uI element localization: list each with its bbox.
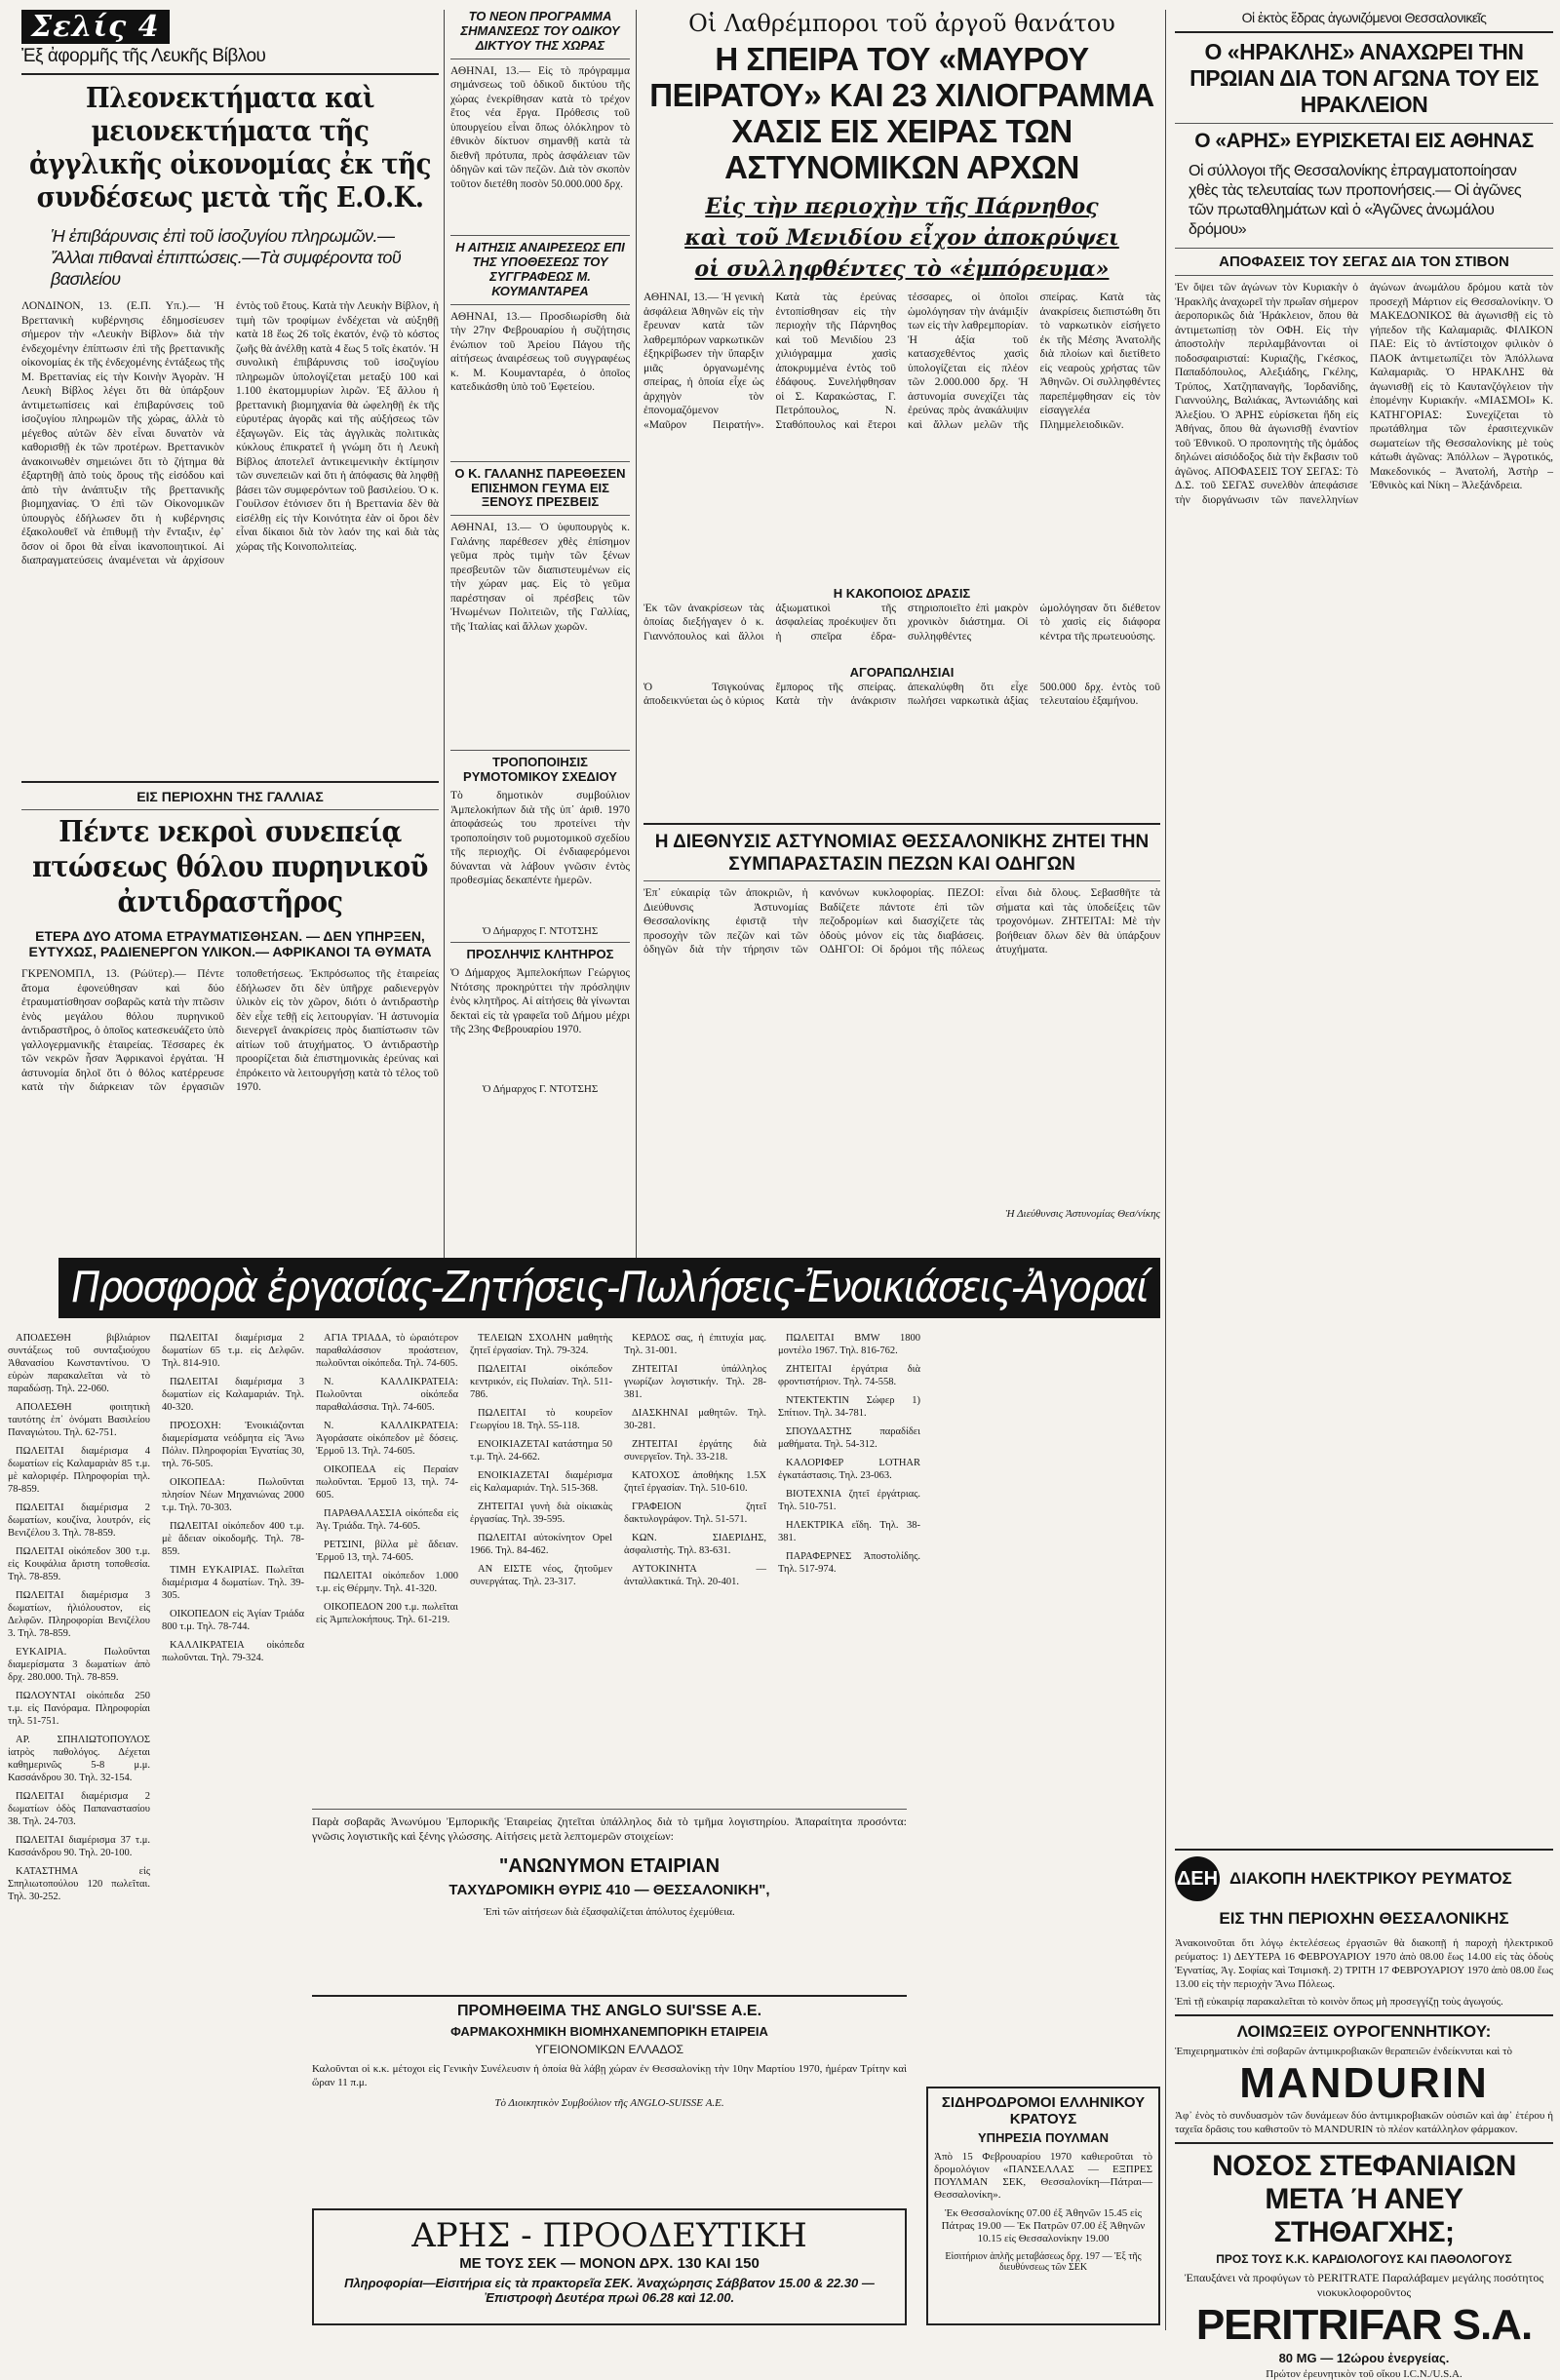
right-column-ads <box>1175 1843 1553 2380</box>
classified-ad: ΠΩΛΕΙΤΑΙ BMW 1800 μοντέλο 1967. Τηλ. 816-762. <box>778 1333 920 1356</box>
classified-ad: ΑΠΟΛΕΣΘΗ φοιτητικὴ ταυτότης ἐπ᾽ ὀνόματι Βασιλείου Παναγιώτου. Τηλ. 62-751. <box>8 1402 150 1438</box>
classified-ad: ΠΩΛΕΙΤΑΙ διαμέρισμα 3 δωματίων, ἡλιόλουστον, εἰς Δελφῶν. Πληροφορίαι Βενιζέλου 3. Τηλ. 78-859. <box>8 1590 150 1639</box>
classified-ad: ΡΕΤΣΙΝΙ, βίλλα μὲ ἄδειαν. Ἑρμοῦ 13, τηλ. 74-605. <box>316 1540 458 1563</box>
classified-column <box>778 1332 920 1581</box>
column-rule <box>444 10 445 1258</box>
classified-ad: ΠΩΛΕΙΤΑΙ οἰκόπεδον κεντρικόν, εἰς Πυλαίαν. Τηλ. 511-786. <box>470 1364 612 1400</box>
article-headline: Η ΣΠΕΙΡΑ ΤΟΥ «ΜΑΥΡΟΥ ΠΕΙΡΑΤΟΥ» ΚΑΙ 23 ΧΙΛΙΟΓΡΑΜΜΑ ΧΑΣΙΣ ΕΙΣ ΧΕΙΡΑΣ ΤΩΝ ΑΣΤΥΝΟΜΙΚΩΝ ΑΡΧΩΝ <box>649 41 1154 185</box>
page-label: Σελίς 4 <box>21 10 170 44</box>
ad-signature: Τὸ Διοικητικὸν Συμβούλιον τῆς ANGLO-SUISSE Α.Ε. <box>494 2097 724 2109</box>
classified-ad: ΑΝ ΕΙΣΤΕ νέος, ζητοῦμεν συνεργάτας. Τηλ. 23-317. <box>470 1564 612 1587</box>
divider <box>644 823 1160 825</box>
ad-title: ΑΡΗΣ - ΠΡΟΟΔΕΥΤΙΚΗ <box>411 2216 807 2255</box>
brief-headline: Η ΑΙΤΗΣΙΣ ΑΝΑΙΡΕΣΕΩΣ ΕΠΙ ΤΗΣ ΥΠΟΘΕΣΕΩΣ ΤΟΥ ΣΥΓΓΡΑΦΕΩΣ Μ. ΚΟΥΜΑΝΤΑΡΕΑ <box>455 239 625 298</box>
display-ad-railways <box>926 2087 1160 2325</box>
column-briefs <box>450 10 630 1253</box>
classified-ad: ΠΩΛΕΙΤΑΙ διαμέρισμα 4 δωματίων εἰς Καλαμαριὰν 85 τ.μ. μὲ καλοριφέρ. Πληροφορίαι τηλ. 78-859. <box>8 1446 150 1495</box>
classified-ad: ΕΥΚΑΙΡΙΑ. Πωλοῦνται διαμερίσματα 3 δωματίων ἀπὸ δρχ. 280.000. Τηλ. 78-859. <box>8 1647 150 1683</box>
ad-footnote: Ἐπὶ τῶν αἰτήσεων διὰ ἐξασφαλίζεται ἀπόλυτος ἐχεμύθεια. <box>484 1906 735 1918</box>
ad-body: Καλοῦνται οἱ κ.κ. μέτοχοι εἰς Γενικὴν Συνέλευσιν ἡ ὁποία θὰ λάβῃ χώραν ἐν Θεσσαλονίκῃ τὴν 10ην Μαρτίου 1970, ἡμέραν Τρίτην καὶ ὥραν 11 π.μ. <box>312 2063 907 2088</box>
classified-column <box>316 1332 458 1632</box>
classified-ad: ΚΕΡΔΟΣ σας, ἡ ἐπιτυχία μας. Τηλ. 31-001. <box>624 1333 766 1356</box>
article-body: ΑΘΗΝΑΙ, 13.— Ἡ γενικὴ ἀσφάλεια Ἀθηνῶν εἰς τὴν ἔρευναν κατὰ τῶν λαθρεμπόρων ναρκωτικῶν ἐξηκρίβωσεν τὴν ὕπαρξιν μιᾶς ὀργανωμένης σπείρας, ἡ ὁποία εἶχε ὡς ἀρχηγὸν τὸν ἐπονομαζόμενον «Μαῦρον Πειρατήν». Κατὰ τὰς ἐρεύνας ἐντοπίσθησαν εἰς τὴν περιοχὴν τῆς Πάρνηθος καὶ τοῦ Μενιδίου 23 χιλιόγραμμα χασὶς ἀποκρυμμένα ἐντὸς τοῦ ἐδάφους. Συνελήφθησαν οἱ Σ. Καρακώστας, Γ. Πετρόπουλος, Ν. Σταθόπουλος καὶ ἕτεροι τέσσαρες, οἱ ὁποῖοι ὡμολόγησαν τὴν ἀνάμιξίν των εἰς τὴν λαθρεμπορίαν. Ἡ ἀξία τοῦ κατασχεθέντος χασὶς ὑπολογίζεται εἰς πλέον τῶν 2.000.000 δρχ. Ἡ ἀστυνομία συνεχίζει τὰς ἐρεύνας πρὸς ἀνακάλυψιν καὶ ἄλλων μελῶν τῆς σπείρας. Κατὰ τὰς ἀνακρίσεις διεπιστώθη ὅτι τὸ ναρκωτικὸν εἰσήγετο ἐκ τῆς Μέσης Ἀνατολῆς διὰ πλοίων καὶ διετίθετο εἰς νεαροὺς χρήστας τῶν Ἀθηνῶν. Οἱ συλληφθέντες παρεπέμφθησαν εἰς τὸν εἰσαγγελέα Πλημμελειοδικῶν. <box>644 292 1160 431</box>
ad-subtitle: 80 MG — 12ώρου ἐνεργείας. <box>1278 2350 1450 2365</box>
article-kicker: Οἱ ἐκτὸς ἕδρας ἀγωνιζόμενοι Θεσσαλονικεῖς <box>1241 10 1487 25</box>
classified-ad: ΖΗΤΕΙΤΑΙ γυνὴ διὰ οἰκιακὰς ἐργασίας. Τηλ. 39-595. <box>470 1502 612 1525</box>
ad-footnote: Πρώτον ἐρευνητικὸν τοῦ οἴκου I.C.N./U.S.A. <box>1266 2367 1462 2380</box>
classified-ad: ΟΙΚΟΠΕΔΟΝ 200 τ.μ. πωλεῖται εἰς Ἀμπελοκήπους. Τηλ. 61-219. <box>316 1602 458 1625</box>
classified-ad: ΠΩΛΕΙΤΑΙ οἰκόπεδον 300 τ.μ. εἰς Κουφάλια ἄριστη τοποθεσία. Τηλ. 78-859. <box>8 1546 150 1582</box>
article-headline: Ο «ΑΡΗΣ» ΕΥΡΙΣΚΕΤΑΙ ΕΙΣ ΑΘΗΝΑΣ <box>1194 130 1534 152</box>
divider <box>1175 31 1553 33</box>
article-body: Ὁ Τσιγκούνας ἀποδεικνύεται ὡς ὁ κύριος ἔμπορος τῆς σπείρας. Κατὰ τὴν ἀνάκρισιν ἀπεκαλύφθη ὅτι εἶχε πωλήσει ναρκωτικὰ ἀξίας 500.000 δρχ. ἐντὸς τοῦ τελευταίου ἑξαμήνου. <box>644 681 1160 708</box>
ad-footnote: Ἐπὶ τῇ εὐκαιρίᾳ παρακαλεῖται τὸ κοινὸν ὅπως μὴ προσεγγίζῃ τοὺς ἀγωγούς. <box>1175 1995 1503 2008</box>
divider <box>450 515 630 516</box>
police-notice <box>644 817 1160 1246</box>
divider <box>1175 2014 1553 2016</box>
brief-signature: Ὁ Δήμαρχος Γ. ΝΤΟΤΣΗΣ <box>482 1083 599 1096</box>
article-body: ΛΟΝΔΙΝΟΝ, 13. (Ε.Π. Υπ.).— Ἡ Βρεττανικὴ κυβέρνησις ἐδημοσίευσεν σήμερον τὴν «Λευκὴν Βίβλον» διὰ τὴν ἐνδεχομένην ἐπίπτωσιν ἐπὶ τῆς βρεττανικῆς οἰκονομίας ἐκ τῆς ἐνδεχομένης ἐντάξεως τῆς Μ. Βρεττανίας εἰς τὴν Κοινὴν Ἀγορὰν. Ἡ Λευκὴ Βίβλος λέγει ὅτι θὰ ὑπάρξουν ἀντιμετωπίσεις καὶ ἐπιβαρύνσεις τοῦ ἰσοζυγίου πληρωμῶν τῆς χώρας, ἀλλὰ τὸ μέγεθος αὐτῶν δὲν εἶναι δυνατὸν νὰ καθορισθῇ ἐκ τῶν προτέρων. Βρεττανικὸν ἀνακοινωθὲν σημειώνει ὅτι τὸ ζήτημα θὰ ἐξαρτηθῇ ἀπὸ τοὺς ὅρους τῆς εἰσόδου καὶ ἀπὸ τὴν ἀνάπτυξιν τῆς βρεττανικῆς βιομηχανίας. Ὁ ἐπὶ τῶν Οἰκονομικῶν ὑπουργὸς ἐδήλωσεν ὅτι ἡ κυβέρνησις ἐξακολουθεῖ νὰ ἐπιθυμῇ τὴν ἔνταξιν, ἐφ᾽ ὅσον οἱ ὅροι θὰ εἶναι ἱκανοποιητικοί. Αἱ διαπραγματεύσεις ἀναμένεται νὰ ἀρχίσουν ἐντὸς τοῦ ἔτους. Κατὰ τὴν Λευκὴν Βίβλον, ἡ τιμὴ τῶν τροφίμων ἐνδέχεται νὰ αὐξηθῇ κατὰ 18 ἕως 26 τοῖς ἑκατόν, ἐνῷ τὸ κόστος ζωῆς θὰ ἀνέλθῃ κατὰ 4 ἕως 5 τοῖς ἑκατόν. Ἡ συνολικὴ ἐπιβάρυνσις τοῦ ἰσοζυγίου πληρωμῶν ὑπολογίζεται μεταξὺ 100 καὶ 1.100 ἑκατομμυρίων λιρῶν. Ἐξ ἄλλου ἡ βρεττανικὴ βιομηχανία θὰ ὠφεληθῇ ἐκ τῆς εὐρυτέρας ἀγορᾶς καὶ τῆς αὐξήσεως τῶν ἐξαγωγῶν. Εἰς τὰς ἀγγλικὰς πολιτικὰς κύκλους ἐπικρατεῖ ἡ γνώμη ὅτι ἡ Λευκὴ Βίβλος ἀποτελεῖ ἀντικειμενικὴν ἐκτίμησιν τῶν συνεπειῶν καὶ ὅτι ἡ ἀπόφασις θὰ ληφθῇ βάσει τῶν συμφερόντων τοῦ βασιλείου. Ὁ κ. Γουίλσον ἐτόνισεν ὅτι ἡ Βρεττανία δὲν θὰ εἰσέλθῃ εἰς τὴν Κοινότητα ἐὰν οἱ ὅροι δὲν εἶναι δίκαιοι διὰ τὸν λαόν της καὶ διὰ τὰς χώρας τῆς Κοινοπολιτείας. <box>21 300 439 566</box>
classified-ad: ΟΙΚΟΠΕΔΑ εἰς Περαίαν πωλοῦνται. Ἑρμοῦ 13, τηλ. 74-605. <box>316 1464 458 1501</box>
display-ad-company <box>312 1804 907 1918</box>
column-rule <box>636 10 637 1258</box>
column-sports <box>1175 10 1553 1838</box>
lightning-icon: ΔΕΗ <box>1175 1856 1220 1901</box>
ad-footnote: Εἰσιτήριον ἁπλῆς μεταβάσεως δρχ. 197 — Ἐξ τῆς διευθύνσεως τῶν ΣΕΚ <box>945 2251 1142 2273</box>
divider <box>450 942 630 943</box>
column-economy <box>21 10 439 1253</box>
divider <box>450 235 630 236</box>
classified-ad: ΖΗΤΕΙΤΑΙ ὑπάλληλος γνωρίζων λογιστικήν. Τηλ. 28-381. <box>624 1364 766 1400</box>
brief-body: Ὁ Δήμαρχος Ἀμπελοκήπων Γεώργιος Ντότσης προκηρύττει τὴν πρόσληψιν ἑνὸς κλητῆρος. Αἱ αἰτήσεις θὰ γίνωνται δεκταὶ εἰς τὰ γραφεῖα τοῦ Δήμου μέχρι τῆς 23ης Φεβρουαρίου 1970. <box>450 967 630 1036</box>
classified-ad: ΚΑΛΛΙΚΡΑΤΕΙΑ οἰκόπεδα πωλοῦνται. Τηλ. 79-324. <box>162 1640 304 1663</box>
ad-body: Παρὰ σοβαρᾶς Ἀνωνύμου Ἐμπορικῆς Ἑταιρείας ζητεῖται ὑπάλληλος διὰ τὸ τμῆμα λογιστηρίου. Ἀπαραίτητα προσόντα: γνῶσις λογιστικῆς καὶ ξένης γλώσσης. Αἰτήσεις μετὰ λεπτομερῶν στοιχείων: <box>312 1814 907 1843</box>
ad-body: Ἀπὸ 15 Φεβρουαρίου 1970 καθιεροῦται τὸ δρομολόγιον «ΠΑΝΣΕΛΛΑΣ — ΕΞΠΡΕΣ ΠΟΥΛΜΑΝ ΣΕΚ, Θεσσαλονίκη—Πάτραι—Θεσσαλονίκη». <box>934 2151 1152 2201</box>
article-subhead: ΕΤΕΡΑ ΔΥΟ ΑΤΟΜΑ ΕΤΡΑΥΜΑΤΙΣΘΗΣΑΝ. — ΔΕΝ ΥΠΗΡΞΕΝ, ΕΥΤΥΧΩΣ, ΡΑΔΙΕΝΕΡΓΟΝ ΥΛΙΚΟΝ.— ΑΦΡΙΚΑΝΟΙ ΤΑ ΘΥΜΑΤΑ <box>28 928 432 960</box>
ad-title: ΣΙΔΗΡΟΔΡΟΜΟΙ ΕΛΛΗΝΙΚΟΥ ΚΡΑΤΟΥΣ <box>941 2094 1146 2127</box>
classified-column <box>8 1332 150 1909</box>
ad-title: ΔΙΑΚΟΠΗ ΗΛΕΚΤΡΙΚΟΥ ΡΕΥΜΑΤΟΣ <box>1229 1869 1512 1888</box>
classified-ad: ΠΩΛΕΙΤΑΙ διαμέρισμα 37 τ.μ. Κασσάνδρου 90. Τηλ. 20-100. <box>8 1835 150 1858</box>
article-body: Ἐκ τῶν ἀνακρίσεων τὰς ὁποίας διεξήγαγεν ὁ κ. Γιαννόπουλος καὶ ἄλλοι ἀξιωματικοὶ τῆς ἀσφαλείας προέκυψεν ὅτι ἡ σπεῖρα ἐδραστηριοποιεῖτο ἐπὶ μακρὸν χρονικὸν διάστημα. Οἱ συλληφθέντες ὡμολόγησαν ὅτι διέθετον τὸ χασὶς εἰς διάφορα κέντρα τῆς πρωτευούσης. <box>644 602 1160 643</box>
divider <box>450 304 630 305</box>
divider <box>21 73 439 75</box>
article-subhead: Ἡ ἐπιβάρυνσις ἐπὶ τοῦ ἰσοζυγίου πληρωμῶν.— Ἄλλαι πιθαναὶ ἐπιπτώσεις.—Τὰ συμφέροντα τοῦ βασιλείου <box>51 226 402 289</box>
ad-title: ΠΡΟΜΗΘΕΙΜΑ ΤΗΣ ANGLO SUI'SSE Α.Ε. <box>456 2003 762 2019</box>
brief-headline: ΤΡΟΠΟΠΟΙΗΣΙΣ ΡΥΜΟΤΟΜΙΚΟΥ ΣΧΕΔΙΟΥ <box>463 755 617 785</box>
divider <box>1175 2142 1553 2144</box>
ad-body: Πληροφορίαι—Εἰσιτήρια εἰς τὰ πρακτορεῖα ΣΕΚ. Ἀναχώρησις Σάββατον 15.00 & 22.30 — Ἐπιστροφὴ Δευτέρα πρωὶ 06.28 καὶ 12.00. <box>344 2276 875 2305</box>
classified-ad: ΠΩΛΕΙΤΑΙ τὸ κουρεῖον Γεωργίου 18. Τηλ. 55-118. <box>470 1408 612 1431</box>
notice-headline: Η ΔΙΕΘΝΥΣΙΣ ΑΣΤΥΝΟΜΙΑΣ ΘΕΣΣΑΛΟΝΙΚΗΣ ΖΗΤΕΙ ΤΗΝ ΣΥΜΠΑΡΑΣΤΑΣΙΝ ΠΕΖΩΝ ΚΑΙ ΟΔΗΓΩΝ <box>654 832 1150 875</box>
article-kicker: Οἱ Λαθρέμποροι τοῦ ἀργοῦ θανάτου <box>688 10 1115 37</box>
classified-ad: ΑΥΤΟΚΙΝΗΤΑ — ἀνταλλακτικά. Τηλ. 20-401. <box>624 1564 766 1587</box>
brief-headline: ΤΟ ΝΕΟΝ ΠΡΟΓΡΑΜΜΑ ΣΗΜΑΝΣΕΩΣ ΤΟΥ ΟΔΙΚΟΥ ΔΙΚΤΥΟΥ ΤΗΣ ΧΩΡΑΣ <box>460 9 620 53</box>
brief-signature: Ὁ Δήμαρχος Γ. ΝΤΟΤΣΗΣ <box>482 925 599 938</box>
classified-ad: ΖΗΤΕΙΤΑΙ ἐργάτρια διὰ φροντιστήριον. Τηλ. 74-558. <box>778 1364 920 1387</box>
article-headline: Πέντε νεκροὶ συνεπείᾳ πτώσεως θόλου πυρηνικοῦ ἀντιδραστῆρος <box>32 815 428 920</box>
ad-body: Ἀνακοινοῦται ὅτι λόγῳ ἐκτελέσεως ἐργασιῶν θὰ διακοπῇ ἡ παροχὴ ἠλεκτρικοῦ ρεύματος: 1) ΔΕΥΤΕΡΑ 16 ΦΕΒΡΟΥΑΡΙΟΥ 1970 ἀπὸ 08.00 ἕως 14.00 εἰς τὰς ὁδοὺς Ἐγνατίας, Ἀγ. Σοφίας καὶ Τσιμισκῆ. 2) ΤΡΙΤΗ 17 ΦΕΒΡΟΥΑΡΙΟΥ 1970 ἀπὸ 08.00 ἕως 13.00 εἰς τὴν περιοχὴν Ἄνω Πόλεως. <box>1175 1936 1553 1990</box>
classified-column <box>932 1332 1154 1350</box>
brief-headline: Ο Κ. ΓΑΛΑΝΗΣ ΠΑΡΕΘΕΣΕΝ ΕΠΙΣΗΜΟΝ ΓΕΥΜΑ ΕΙΣ ΞΕΝΟΥΣ ΠΡΕΣΒΕΙΣ <box>454 465 626 510</box>
classified-ad: ΠΑΡΑΘΑΛΑΣΣΙΑ οἰκόπεδα εἰς Ἁγ. Τριάδα. Τηλ. 74-605. <box>316 1508 458 1532</box>
divider <box>1175 248 1553 249</box>
classified-ad: ΣΠΟΥΔΑΣΤΗΣ παραδίδει μαθήματα. Τηλ. 54-312. <box>778 1426 920 1450</box>
ad-title: ΛΟΙΜΩΞΕΙΣ ΟΥΡΟΓΕΝΝΗΤΙΚΟΥ: <box>1236 2021 1492 2041</box>
power-outage-header <box>1175 1856 1553 1901</box>
classified-ad: Ν. ΚΑΛΛΙΚΡΑΤΕΙΑ: Ἀγοράσατε οἰκόπεδον μὲ δόσεις. Ἑρμοῦ 13. Τηλ. 74-605. <box>316 1421 458 1457</box>
classified-column <box>162 1332 304 1670</box>
ad-subtitle: ΕΙΣ ΤΗΝ ΠΕΡΙΟΧΗΝ ΘΕΣΣΑΛΟΝΙΚΗΣ <box>1219 1909 1509 1928</box>
column-rule <box>1165 10 1166 2330</box>
classified-ad: ΖΗΤΕΙΤΑΙ ἐργάτης διὰ συνεργεῖον. Τηλ. 33-218. <box>624 1439 766 1463</box>
ad-body: Ἀφ᾽ ἑνὸς τὸ συνδυασμὸν τῶν δυνάμεων δύο ἀντιμικροβιακῶν οὐσιῶν καὶ ἀφ᾽ ἑτέρου ἡ ταχεῖα δρᾶσις του καθιστοῦν τὸ MANDURIN τὸ πλέον κατάλληλον φάρμακον. <box>1175 2110 1553 2136</box>
divider <box>450 750 630 751</box>
ad-timetable: Ἐκ Θεσσαλονίκης 07.00 ἐξ Ἀθηνῶν 15.45 εἰς Πάτρας 19.00 — Ἐκ Πατρῶν 07.00 ἐξ Ἀθηνῶν 10.15 εἰς Θεσσαλονίκην 19.00 <box>941 2207 1146 2244</box>
ad-address: ΤΑΧΥΔΡΟΜΙΚΗ ΘΥΡΙΣ 410 — ΘΕΣΣΑΛΟΝΙΚΗ", <box>448 1882 770 1898</box>
classified-column <box>624 1332 766 1594</box>
section-title: ΕΙΣ ΠΕΡΙΟΧΗΝ ΤΗΣ ΓΑΛΛΙΑΣ <box>136 789 324 804</box>
divider <box>1175 1849 1553 1851</box>
classified-ad: ΠΑΡΑΦΕΡΝΕΣ Ἀποστολίδης. Τηλ. 517-974. <box>778 1551 920 1575</box>
display-ad-anglo-suisse <box>312 1989 907 2109</box>
classified-ad: ΚΑΛΟΡΙΦΕΡ LOTHAR ἐγκατάστασις. Τηλ. 23-063. <box>778 1458 920 1481</box>
classified-ad: ΑΡ. ΣΠΗΛΙΩΤΟΠΟΥΛΟΣ ἰατρὸς παθολόγος. Δέχεται καθημερινῶς 5-8 μ.μ. Κασσάνδρου 30. Τηλ. 32-154. <box>8 1735 150 1783</box>
classified-ad: ΑΓΙΑ ΤΡΙΑΔΑ, τὸ ὡραιότερον παραθαλάσσιον προάστειον, πωλοῦνται οἰκόπεδα. Τηλ. 74-605. <box>316 1333 458 1369</box>
classified-ad: ΓΡΑΦΕΙΟΝ ζητεῖ δακτυλογράφον. Τηλ. 51-571. <box>624 1502 766 1525</box>
section-title: Η ΚΑΚΟΠΟΙΟΣ ΔΡΑΣΙΣ <box>833 586 971 601</box>
classified-ad: ΠΩΛΕΙΤΑΙ οἰκόπεδον 1.000 τ.μ. εἰς Θέρμην. Τηλ. 41-320. <box>316 1571 458 1594</box>
classified-ad: ΠΩΛΕΙΤΑΙ διαμέρισμα 2 δωματίων ὁδὸς Παπαναστασίου 38. Τηλ. 24-703. <box>8 1791 150 1827</box>
classified-ad: ΟΙΚΟΠΕΔΑ: Πωλοῦνται πλησίον Νέων Μηχανιώνας 2000 τ.μ. Τηλ. 70-303. <box>162 1477 304 1513</box>
divider <box>644 880 1160 881</box>
classified-ad: ΕΝΟΙΚΙΑΖΕΤΑΙ κατάστημα 50 τ.μ. Τηλ. 24-662. <box>470 1439 612 1463</box>
divider <box>1175 275 1553 276</box>
divider <box>450 461 630 462</box>
ad-subtitle: ΦΑΡΜΑΚΟΧΗΜΙΚΗ ΒΙΟΜΗΧΑΝΕΜΠΟΡΙΚΗ ΕΤΑΙΡΕΙΑ <box>450 2024 768 2039</box>
classified-ad: ΠΩΛΕΙΤΑΙ οἰκόπεδον 400 τ.μ. μὲ ἄδειαν οἰκοδομῆς. Τηλ. 78-859. <box>162 1521 304 1557</box>
brief-body: Τὸ δημοτικὸν συμβούλιον Ἀμπελοκήπων διὰ τῆς ὑπ᾽ ἀριθ. 1970 ἀποφάσεώς του προτείνει τὴν τροποποίησιν τοῦ ρυμοτομικοῦ σχεδίου τῆς περιοχῆς. Οἱ ἐνδιαφερόμενοι δύνανται νὰ λάβουν γνῶσιν ἐντὸς προθεσμίας δεκαπέντε ἡμερῶν. <box>450 790 630 887</box>
article-subhead: Οἱ σύλλογοι τῆς Θεσσαλονίκης ἐπραγματοποίησαν χθὲς τὰς τελευταίας των προπονήσεις.— Οἱ ἀγῶνες τῶν πρωταθλημάτων καὶ ὁ «Ἀγῶνες ἀνωμάλου δρόμου» <box>1189 163 1522 238</box>
classifieds-banner: Προσφορὰ ἐργασίας-Ζητήσεις-Πωλήσεις-Ἐνοικιάσεις-Ἀγοραί <box>58 1258 1160 1318</box>
article-subhead: Εἰς τὴν περιοχὴν τῆς Πάρνηθος καὶ τοῦ Μενιδίου εἶχον ἀποκρύψει οἱ συλληφθέντες τὸ «ἐμπόρευμα» <box>684 194 1119 282</box>
divider <box>1175 123 1553 124</box>
classified-ad: ΤΙΜΗ ΕΥΚΑΙΡΙΑΣ. Πωλεῖται διαμέρισμα 4 δωματίων. Τηλ. 39-305. <box>162 1565 304 1601</box>
article-body: ΓΚΡΕΝΟΜΠΛ, 13. (Ρώϋτερ).— Πέντε ἄτομα ἐφονεύθησαν καὶ δύο ἐτραυματίσθησαν σοβαρῶς κατὰ τὴν πτῶσιν ἑνὸς μεγάλου θόλου πυρηνικοῦ ἀντιδραστῆρος, ὁ ὁποῖος κατεσκευάζετο ὑπὸ γαλλογερμανικῆς ἑταιρείας. Τέσσαρες ἐκ τῶν νεκρῶν ἦσαν Ἀφρικανοὶ ἐργάται. Ἡ ἀστυνομία δηλοῖ ὅτι ὁ θόλος κατέρρευσε κατὰ τὴν διάρκειαν τῶν ἐργασιῶν τοποθετήσεως. Ἐκπρόσωπος τῆς ἑταιρείας ἐδήλωσεν ὅτι δὲν ὑπῆρχε ραδιενεργὸν ὑλικὸν εἰς τὸν χῶρον, διότι ὁ ἀντιδραστὴρ δὲν εἶχε τεθῇ εἰς λειτουργίαν. Ἡ ἀστυνομία διενεργεῖ ἀνακρίσεις πρὸς διαπίστωσιν τῶν αἰτίων τοῦ ἀτυχήματος. Ὁ ἀντιδραστὴρ προορίζεται διὰ ἐπιστημονικὰς ἐρεύνας καὶ ἐπρόκειτο νὰ λειτουργήσῃ κατὰ τὸ τέλος τοῦ 1970. <box>21 968 439 1094</box>
ad-title: ΝΟΣΟΣ ΣΤΕΦΑΝΙΑΙΩΝ ΜΕΤΑ Ή ΑΝΕΥ ΣΤΗΘΑΓΧΗΣ; <box>1212 2150 1516 2249</box>
brief-headline: ΠΡΟΣΛΗΨΙΣ ΚΛΗΤΗΡΟΣ <box>466 947 614 962</box>
ad-subtitle: ΥΓΕΙΟΝΟΜΙΚΩΝ ΕΛΛΑΔΟΣ <box>534 2043 684 2056</box>
article-headline: Ο «ΗΡΑΚΛΗΣ» ΑΝΑΧΩΡΕΙ ΤΗΝ ΠΡΩΙΑΝ ΔΙΑ ΤΟΝ ΑΓΩΝΑ ΤΟΥ ΕΙΣ ΗΡΑΚΛΕΙΟΝ <box>1190 39 1539 117</box>
divider <box>312 1995 907 1997</box>
classified-ad: ΗΛΕΚΤΡΙΚΑ εἴδη. Τηλ. 38-381. <box>778 1520 920 1543</box>
classified-ad: ΠΩΛΕΙΤΑΙ διαμέρισμα 2 δωματίων 65 τ.μ. εἰς Δελφῶν. Τηλ. 814-910. <box>162 1333 304 1369</box>
ad-body: Ἐπαυξάνει νὰ προφύγων τὸ PERITRATE Παραλάβαμεν μεγάλης ποσότητος νιοκυκλοφοροῦντος <box>1184 2270 1544 2299</box>
column-crime <box>644 10 1160 819</box>
classified-ad: ΒΙΟΤΕΧΝΙΑ ζητεῖ ἐργάτριας. Τηλ. 510-751. <box>778 1489 920 1512</box>
notice-signature: Ἡ Διεύθυνσις Ἀστυνομίας Θεσ/νίκης <box>1005 1208 1160 1220</box>
ad-company: "ΑΝΩΝΥΜΟΝ ΕΤΑΙΡΙΑΝ <box>498 1855 721 1877</box>
divider <box>21 809 439 810</box>
classified-column <box>470 1332 612 1594</box>
article-headline: Πλεονεκτήματα καὶ μειονεκτήματα τῆς ἀγγλικῆς οἰκονομίας ἐκ τῆς συνδέσεως μετὰ τῆς Ε.Ο.Κ. <box>28 81 432 214</box>
section-title: ΑΠΟΦΑΣΕΙΣ ΤΟΥ ΣΕΓΑΣ ΔΙΑ ΤΟΝ ΣΤΙΒΟΝ <box>1219 254 1509 270</box>
classified-ad: ΕΝΟΙΚΙΑΖΕΤΑΙ διαμέρισμα εἰς Καλαμαριάν. Τηλ. 515-368. <box>470 1470 612 1494</box>
classified-ad <box>932 1332 1154 1345</box>
classified-ad: ΠΩΛΕΙΤΑΙ αὐτοκίνητον Opel 1966. Τηλ. 84-462. <box>470 1533 612 1556</box>
classified-ad: ΟΙΚΟΠΕΔΟΝ εἰς Ἀγίαν Τριάδα 800 τ.μ. Τηλ. 78-744. <box>162 1609 304 1632</box>
article-body: Ἐν ὄψει τῶν ἀγώνων τὸν Κυριακὴν ὁ Ἡρακλῆς ἀναχωρεῖ τὴν πρωΐαν σήμερον ἀεροπορικῶς διὰ Ἡράκλειον, ὅπου θὰ ἀντιμετωπίσῃ τὸν ΟΦΗ. Εἰς τὴν ἀποστολὴν περιλαμβάνονται οἱ ποδοσφαιρισταί: Κυριαζῆς, Γκέσκος, Παπαδόπουλος, Αλεξιάδης, Γκέλης, Τρύπος, Χατζηπαναγῆς, Ἰορδανίδης, Γιαννούλης, Βαλιάκας, Ἀντωνιάδης καὶ Ἀλεξίου. Ὁ ἈΡΗΣ εὑρίσκεται ἤδη εἰς Ἀθήνας, ὅπου θὰ ἀγωνισθῇ ἐναντίον τοῦ Ἐθνικοῦ. Ὁ προπονητὴς τῆς ὁμάδος δηλώνει αἰσιόδοξος διὰ τὴν ἔκβασιν τοῦ ἀγῶνος. ΑΠΟΦΑΣΕΙΣ ΤΟΥ ΣΕΓΑΣ: Τὸ Δ.Σ. τοῦ ΣΕΓΑΣ συνελθὸν ἀπεφάσισε τὴν διοργάνωσιν τῶν πανελληνίων ἀγώνων ἀνωμάλου δρόμου κατὰ τὸν προσεχῆ Μάρτιον εἰς Θεσσαλονίκην. Ὁ ΜΑΚΕΔΟΝΙΚΟΣ θὰ ἀγωνισθῇ εἰς τὸ γήπεδον τῆς Καλαμαριᾶς. ΦΙΛΙΚΟΝ ΠΑΕ: Εἰς τὸ ἀντίστοιχον φιλικὸν ὁ ΠΑΟΚ ἀντιμετωπίζει τὸν Ἀπόλλωνα Καλαμαριᾶς. Ὁ ΗΡΑΚΛΗΣ θὰ ἀγωνισθῇ εἰς τὸ Καυτανζόγλειον τὴν ἑπομένην Κυριακήν. «ΜΙΑΣΜΟΙ» Κ. ΚΑΤΗΓΟΡΙΑΣ: Συνεχίζεται τὸ πρωτάθλημα τῶν ἐρασιτεχνικῶν σωματείων τῆς Θεσσαλονίκης μὲ τοὺς κάτωθι ἀγῶνας: Ἀπόλλων – Ἀγροτικός, Μακεδονικός – Ἀνατολή, Ἀστὴρ – Ἐθνικὸς καὶ Νίκη – Ἀλεξάνδρεια. <box>1175 282 1553 506</box>
ad-subtitle: ΜΕ ΤΟΥΣ ΣΕΚ — ΜΟΝΟΝ ΔΡΧ. 130 ΚΑΙ 150 <box>459 2255 760 2272</box>
article-kicker: Ἐξ ἀφορμῆς τῆς Λευκῆς Βίβλου <box>21 46 266 66</box>
product-name: MANDURIN <box>1239 2059 1489 2108</box>
classified-ad: ΚΑΤΑΣΤΗΜΑ εἰς Σπηλιωτοπούλου 120 πωλεῖται. Τηλ. 30-252. <box>8 1866 150 1902</box>
classified-ad: ΚΑΤΟΧΟΣ ἀποθήκης 1.5Χ ζητεῖ ἐργασίαν. Τηλ. 510-610. <box>624 1470 766 1494</box>
notice-body: Ἐπ᾽ εὐκαιρίᾳ τῶν ἀποκριῶν, ἡ Διεύθυνσις Ἀστυνομίας Θεσσαλονίκης ἐφιστᾷ τὴν προσοχὴν τῶν πεζῶν καὶ τῶν ὁδηγῶν διὰ τὴν τήρησιν τῶν κανόνων κυκλοφορίας. ΠΕΖΟΙ: Βαδίζετε πάντοτε ἐπὶ τῶν πεζοδρομίων καὶ διασχίζετε τὰς ὁδοὺς μόνον εἰς τὰς διαβάσεις. ΟΔΗΓΟΙ: Οἱ δρόμοι τῆς πόλεως εἶναι διὰ ὅλους. Σεβασθῆτε τὰ σήματα καὶ τὰς ὑποδείξεις τῶν τροχονόμων. ΖΗΤΕΙΤΑΙ: Μὲ τὴν βοήθειαν ὅλων δὲν θὰ ὑπάρξουν ἀτυχήματα. <box>644 887 1160 956</box>
brief-body: ΑΘΗΝΑΙ, 13.— Ὁ ὑφυπουργὸς κ. Γαλάνης παρέθεσεν χθὲς ἐπίσημον γεῦμα πρὸς τιμὴν τῶν ξένων πρεσβευτῶν τῶν διαπιστευμένων εἰς τὴν χώραν μας. Εἰς τὸ γεῦμα παρέστησαν οἱ πρέσβεις τῶν Ἡνωμένων Πολιτειῶν, τῆς Γαλλίας, τῆς Ἰταλίας καὶ ἄλλων χωρῶν. <box>450 522 630 633</box>
ad-subtitle: ΠΡΟΣ ΤΟΥΣ Κ.Κ. ΚΑΡΔΙΟΛΟΓΟΥΣ ΚΑΙ ΠΑΘΟΛΟΓΟΥΣ <box>1216 2252 1512 2267</box>
section-title: ΑΓΟΡΑΠΩΛΗΣΙΑΙ <box>849 664 955 680</box>
masthead <box>21 10 439 44</box>
classified-ad: ΠΩΛΕΙΤΑΙ διαμέρισμα 3 δωματίων εἰς Καλαμαριάν. Τηλ. 40-320. <box>162 1377 304 1413</box>
classified-ad: ΠΡΟΣΟΧΗ: Ἐνοικιάζονται διαμερίσματα νεόδμητα εἰς Ἄνω Πόλιν. Πληροφορίαι Ἐγνατίας 30, τηλ. 76-505. <box>162 1421 304 1469</box>
classified-ad: ΠΩΛΟΥΝΤΑΙ οἰκόπεδα 250 τ.μ. εἰς Πανόραμα. Πληροφορίαι τηλ. 51-751. <box>8 1691 150 1727</box>
ad-subtitle: ΥΠΗΡΕΣΙΑ ΠΟΥΛΜΑΝ <box>977 2130 1110 2145</box>
divider <box>312 1809 907 1810</box>
divider <box>21 781 439 783</box>
classified-ad: ΔΙΑΣΚΗΝΑΙ μαθητῶν. Τηλ. 30-281. <box>624 1408 766 1431</box>
classified-ad: ΤΕΛΕΙΩΝ ΣΧΟΛΗΝ μαθητὴς ζητεῖ ἐργασίαν. Τηλ. 79-324. <box>470 1333 612 1356</box>
brief-body: ΑΘΗΝΑΙ, 13.— Εἰς τὸ πρόγραμμα σημάνσεως τοῦ ὁδικοῦ δικτύου τῆς χώρας ἐνεκρίθησαν κατὰ τὸ τρέχον ἔτος νέα ἔργα. Πρόθεσις τοῦ ὑπουργείου εἶναι ὅπως ὁλόκληρον τὸ ἐθνικὸν δίκτυον σημανθῇ κατὰ τὰ διεθνῆ πρότυπα, πρὸς ἀσφάλειαν τῶν ὁδηγῶν καὶ τῶν πεζῶν. Διὰ τὸν σκοπὸν τοῦτον διετέθη ποσὸν 50.000.000 δρχ. <box>450 64 630 190</box>
brief-body: ΑΘΗΝΑΙ, 13.— Προσδιωρίσθη διὰ τὴν 27ην Φεβρουαρίου ἡ συζήτησις ἐνώπιον τοῦ Ἀρείου Πάγου τῆς αἰτήσεως ἀναιρέσεως τοῦ συγγραφέως κ. Μ. Κουμανταρέα, ὁ ὁποῖος κατεδικάσθη ὑπὸ τοῦ Ἐφετείου. <box>450 310 630 394</box>
classified-ad: ΠΩΛΕΙΤΑΙ διαμέρισμα 2 δωματίων, κουζίνα, λουτρόν, εἰς Βενιζέλου 3. Τηλ. 78-859. <box>8 1502 150 1539</box>
product-name: PERITRIFAR S.A. <box>1195 2300 1533 2349</box>
classified-ad: ΝΤΕΚΤΕΚΤΙΝ Σώφερ 1) Σπίτιον. Τηλ. 34-781. <box>778 1395 920 1419</box>
display-ad-aris-trip <box>312 2208 907 2325</box>
classified-ad: ΚΩΝ. ΣΙΔΕΡΙΔΗΣ, ἀσφαλιστὴς. Τηλ. 83-631. <box>624 1533 766 1556</box>
classified-ad: ΑΠΟΔΕΣΘΗ βιβλιάριον συντάξεως τοῦ συνταξιούχου Ἀθανασίου Κωνσταντίνου. Ὁ εὑρὼν παρακαλεῖται νὰ τὸ παραδώσῃ. Τηλ. 22-060. <box>8 1333 150 1394</box>
ad-body: Ἐπιχειρηματικὸν ἐπὶ σοβαρῶν ἀντιμικροβιακῶν θεραπειῶν ἐνδείκνυται καὶ τὸ <box>1175 2046 1512 2058</box>
classified-ad: Ν. ΚΑΛΛΙΚΡΑΤΕΙΑ: Πωλοῦνται οἰκόπεδα παραθαλάσσια. Τηλ. 74-605. <box>316 1377 458 1413</box>
